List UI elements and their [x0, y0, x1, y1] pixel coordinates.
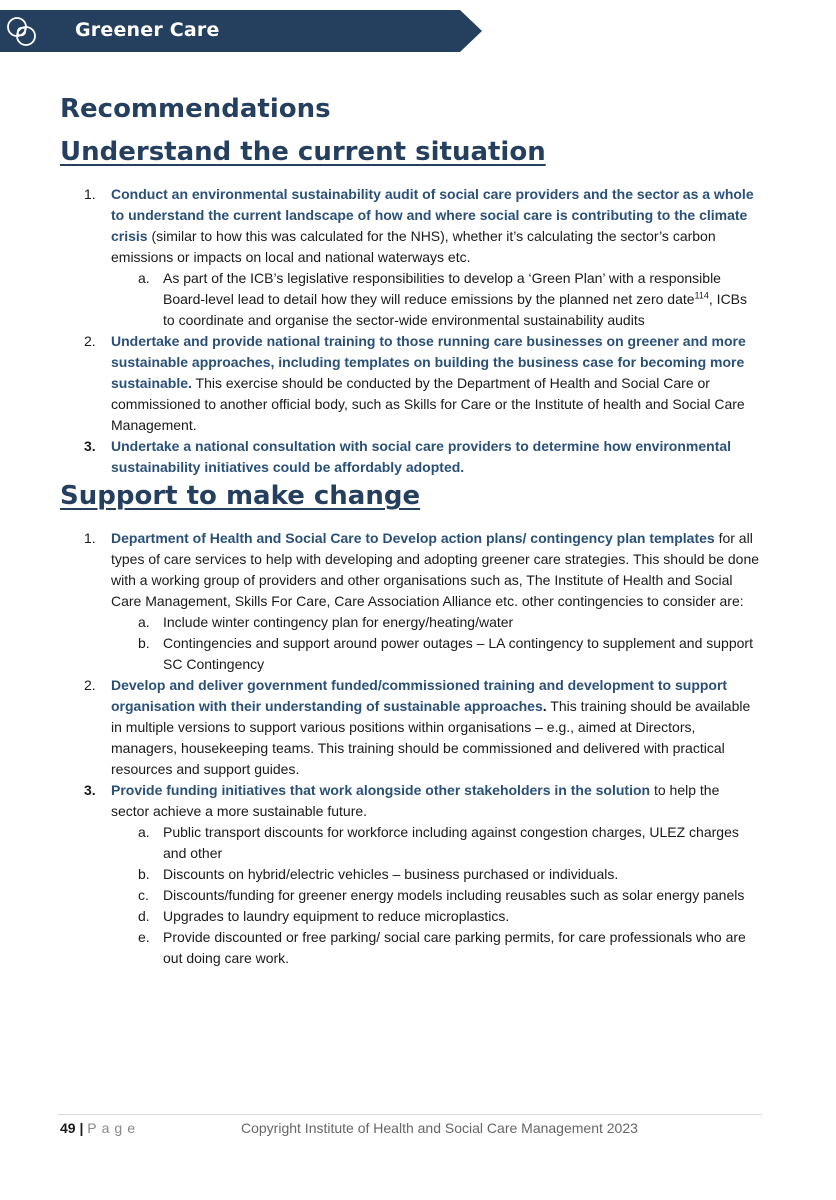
sub-text: Provide discounted or free parking/ social care parking permits, for care professionals who are out doing care work. [163, 929, 746, 966]
header-title: Greener Care [75, 19, 220, 41]
footnote-ref: 114 [694, 290, 709, 301]
support-list [0, 528, 836, 969]
list-item [0, 675, 836, 780]
sub-text-cont: , ICBs to coordinate and organise the sector-wide environmental sustainability audits [163, 291, 748, 328]
item-number: 2. [84, 677, 96, 693]
item-text: to help the sector achieve a more sustainable future. [111, 782, 720, 819]
sub-item [0, 822, 836, 864]
list-item [0, 184, 836, 268]
sub-letter: b. [138, 635, 150, 651]
footer-copyright: Copyright Institute of Health and Social Care Management 2023 [241, 1120, 638, 1136]
sub-item [0, 927, 836, 969]
section-title-understand: Understand the current situation [60, 137, 546, 167]
item-text: This exercise should be conducted by the Department of Health and Social Care or commissioned to another official body, such as Skills for Care or the Institute of health and Social Care Management. [111, 375, 745, 433]
item-heading: Provide funding initiatives that work alongside other stakeholders in the solution [111, 782, 651, 798]
item-heading: Conduct an environmental sustainability audit of social care providers and the sector as a whole to understand the current landscape of how and where social care is contributing to the climate crisis [111, 186, 754, 244]
page-label: Page [87, 1120, 140, 1136]
sub-item [0, 885, 836, 906]
sub-item [0, 633, 836, 675]
sub-text: Upgrades to laundry equipment to reduce microplastics. [163, 908, 510, 924]
sub-text: Discounts on hybrid/electric vehicles – business purchased or individuals. [163, 866, 619, 882]
item-number: 2. [84, 333, 96, 349]
header-banner [0, 10, 482, 52]
item-heading: Develop and deliver government funded/commissioned training and development to support organisation with their understanding of sustainable approaches [111, 677, 728, 714]
page-separator: | [79, 1120, 84, 1136]
sub-text: Include winter contingency plan for energy/heating/water [163, 614, 514, 630]
sub-item [0, 864, 836, 885]
item-text: This training should be available in multiple versions to support various positions within organisations – e.g., aimed at Directors, managers, housekeeping teams. This training should be commissioned and delivered with practical resources and support guides. [111, 698, 751, 777]
list-item [0, 331, 836, 436]
item-number: 3. [84, 782, 96, 798]
item-heading-dot: . [542, 698, 547, 714]
list-item [0, 780, 836, 822]
interlinked-circles-logo [4, 14, 40, 50]
sub-item [0, 906, 836, 927]
item-number: 1. [84, 186, 96, 202]
item-text: (similar to how this was calculated for the NHS), whether it’s calculating the sector’s carbon emissions or impacts on local and national waterways etc. [111, 228, 716, 265]
footer-divider [58, 1114, 762, 1115]
understand-list [0, 184, 836, 478]
section-title-support: Support to make change [60, 481, 421, 511]
item-text: for all types of care services to help with developing and adopting greener care strategies. This should be done with a working group of providers and other organisations such as, The Institute of Health and Social Care Management, Skills For Care, Care Association Alliance etc. other contingencies to consider are: [111, 530, 760, 609]
sub-letter: c. [138, 887, 149, 903]
sub-item [0, 612, 836, 633]
sub-text: Discounts/funding for greener energy models including reusables such as solar energy panels [163, 887, 745, 903]
sub-text: As part of the ICB’s legislative responsibilities to develop a ‘Green Plan’ with a responsible Board-level lead to detail how they will reduce emissions by the planned net zero date [163, 270, 721, 307]
item-number: 3. [84, 438, 96, 454]
sub-text: Contingencies and support around power outages – LA contingency to supplement and support SC Contingency [163, 635, 753, 672]
list-item [0, 528, 836, 612]
page-number: 49 [60, 1120, 76, 1136]
item-heading: Department of Health and Social Care to Develop action plans/ contingency plan templates [111, 530, 715, 546]
list-item [0, 436, 836, 478]
sub-letter: a. [138, 614, 150, 630]
sub-letter: b. [138, 866, 150, 882]
sub-letter: d. [138, 908, 150, 924]
item-heading: Undertake a national consultation with social care providers to determine how environmental sustainability initiatives could be affordably adopted. [111, 438, 732, 475]
page-title: Recommendations [60, 94, 331, 124]
item-number: 1. [84, 530, 96, 546]
item-heading: Undertake and provide national training to those running care businesses on greener and more sustainable approaches, including templates on building the business case for becoming more sustainable. [111, 333, 746, 391]
sub-text: Public transport discounts for workforce including against congestion charges, ULEZ charges and other [163, 824, 739, 861]
sub-letter: a. [138, 824, 150, 840]
sub-letter: e. [138, 929, 150, 945]
sub-letter: a. [138, 270, 150, 286]
footer-page-number [60, 1120, 140, 1136]
sub-item [0, 268, 836, 331]
